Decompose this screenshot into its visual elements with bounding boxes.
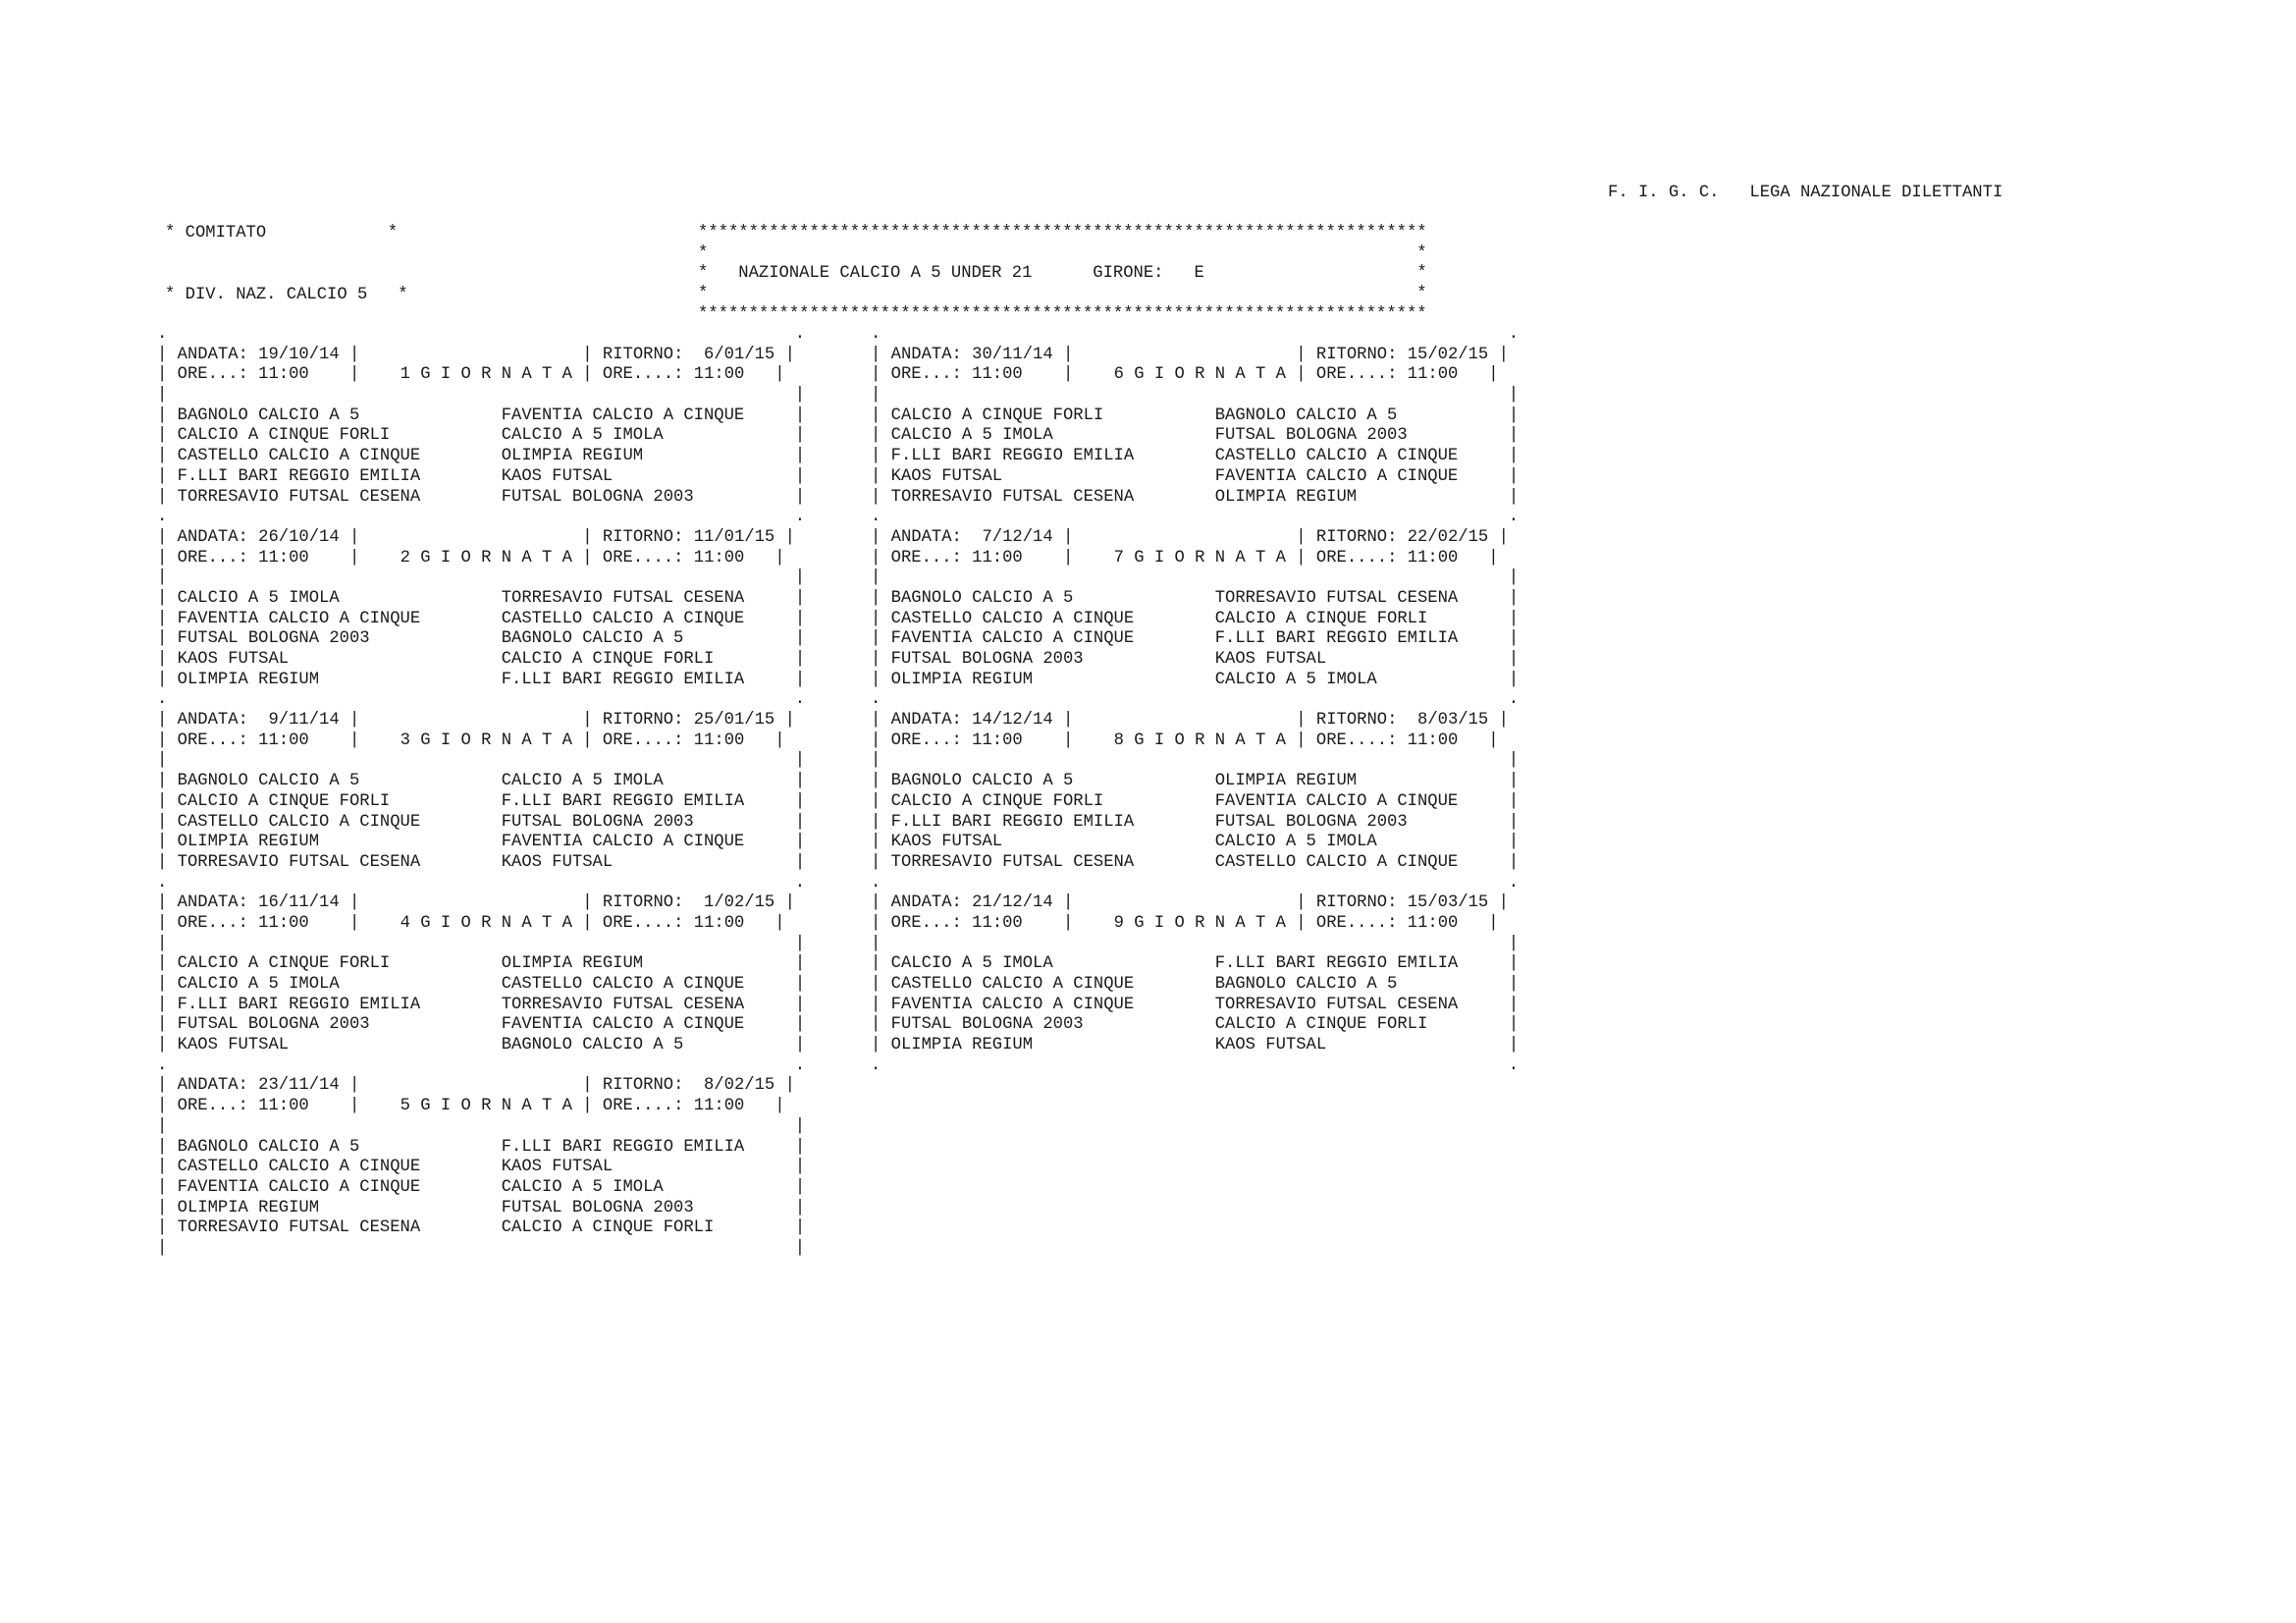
round-times-line: | ORE...: 11:00 | 4 G I O R N A T A | ORE....: 11:00 |: [157, 913, 785, 933]
home-team: TORRESAVIO FUTSAL CESENA: [177, 487, 502, 507]
andata-date: 7/12/14: [972, 527, 1053, 547]
home-team: OLIMPIA REGIUM: [890, 670, 1215, 689]
ore-andata-label: ORE...:: [177, 548, 248, 568]
home-team: BAGNOLO CALCIO A 5: [177, 406, 502, 425]
ore-andata-time: 11:00: [972, 548, 1023, 568]
match-row: | FUTSAL BOLOGNA 2003 CALCIO A CINQUE FORLI |: [871, 1015, 1520, 1035]
away-team: FUTSAL BOLOGNA 2003: [501, 812, 795, 832]
round-dates-line: | ANDATA: 21/12/14 | | RITORNO: 15/03/15 |: [871, 893, 1509, 913]
match-row: | FAVENTIA CALCIO A CINQUE F.LLI BARI REGGIO EMILIA |: [871, 629, 1520, 649]
championship-banner: [698, 224, 1427, 325]
ore-andata-time: 11:00: [258, 730, 309, 750]
andata-label: ANDATA:: [177, 711, 248, 730]
schedule-column-left: [157, 325, 805, 1260]
ritorno-label: RITORNO:: [602, 527, 684, 547]
round-spacer: | |: [871, 568, 1520, 588]
home-team: BAGNOLO CALCIO A 5: [890, 772, 1215, 791]
ritorno-date: 25/01/15: [693, 711, 775, 730]
away-team: CALCIO A 5 IMOLA: [501, 772, 795, 791]
match-row: | OLIMPIA REGIUM F.LLI BARI REGGIO EMILIA |: [157, 670, 806, 689]
round-times-line: | ORE...: 11:00 | 7 G I O R N A T A | ORE....: 11:00 |: [871, 548, 1499, 568]
ore-ritorno-label: ORE....:: [1315, 913, 1398, 933]
andata-label: ANDATA:: [177, 345, 248, 364]
round-separator: . .: [871, 690, 1520, 710]
federation-header: F. I. G. C. LEGA NAZIONALE DILETTANTI: [1608, 184, 2003, 202]
match-row: | BAGNOLO CALCIO A 5 CALCIO A 5 IMOLA |: [157, 772, 806, 791]
andata-label: ANDATA:: [890, 527, 962, 547]
round-spacer: | |: [157, 386, 806, 406]
away-team: KAOS FUTSAL: [501, 466, 795, 486]
giornata-label: G I O R N A T A: [1134, 730, 1286, 750]
home-team: CASTELLO CALCIO A CINQUE: [890, 975, 1215, 994]
giornata-number: 1: [400, 365, 410, 385]
round-times-line: | ORE...: 11:00 | 6 G I O R N A T A | ORE....: 11:00 |: [871, 365, 1499, 385]
banner-border: * *: [698, 285, 1427, 304]
match-row: | BAGNOLO CALCIO A 5 F.LLI BARI REGGIO EMILIA |: [157, 1137, 806, 1157]
match-row: | KAOS FUTSAL CALCIO A CINQUE FORLI |: [157, 650, 806, 669]
home-team: FUTSAL BOLOGNA 2003: [177, 629, 502, 649]
round-spacer: | |: [157, 568, 806, 588]
home-team: KAOS FUTSAL: [890, 833, 1215, 852]
match-row: | CALCIO A 5 IMOLA TORRESAVIO FUTSAL CESENA |: [157, 588, 806, 608]
match-row: | OLIMPIA REGIUM FUTSAL BOLOGNA 2003 |: [157, 1198, 806, 1217]
match-row: | CASTELLO CALCIO A CINQUE CALCIO A CINQUE FORLI |: [871, 609, 1520, 628]
ritorno-date: 1/02/15: [693, 893, 775, 913]
round-spacer: | |: [157, 751, 806, 771]
banner-title-line: * NAZIONALE CALCIO A 5 UNDER 21 GIRONE: E *: [698, 264, 1427, 284]
away-team: CASTELLO CALCIO A CINQUE: [1214, 852, 1509, 872]
away-team: TORRESAVIO FUTSAL CESENA: [501, 588, 795, 608]
match-row: | TORRESAVIO FUTSAL CESENA FUTSAL BOLOGNA 2003 |: [157, 487, 806, 507]
home-team: CASTELLO CALCIO A CINQUE: [177, 1158, 502, 1177]
andata-label: ANDATA:: [177, 893, 248, 913]
match-row: | BAGNOLO CALCIO A 5 OLIMPIA REGIUM |: [871, 772, 1520, 791]
home-team: TORRESAVIO FUTSAL CESENA: [890, 852, 1215, 872]
round-block-8: [871, 690, 1519, 873]
match-row: | CALCIO A 5 IMOLA FUTSAL BOLOGNA 2003 |: [871, 426, 1520, 446]
away-team: CALCIO A 5 IMOLA: [501, 426, 795, 446]
away-team: CASTELLO CALCIO A CINQUE: [501, 975, 795, 994]
ore-ritorno-time: 11:00: [693, 730, 745, 750]
match-row: | OLIMPIA REGIUM KAOS FUTSAL |: [871, 1036, 1520, 1055]
home-team: TORRESAVIO FUTSAL CESENA: [890, 487, 1215, 507]
round-block-3: [157, 690, 805, 873]
away-team: FUTSAL BOLOGNA 2003: [501, 487, 795, 507]
away-team: KAOS FUTSAL: [1214, 650, 1509, 669]
away-team: FAVENTIA CALCIO A CINQUE: [501, 1015, 795, 1035]
andata-label: ANDATA:: [890, 345, 962, 364]
round-spacer: | |: [871, 386, 1520, 406]
home-team: CALCIO A 5 IMOLA: [890, 426, 1215, 446]
giornata-number: 4: [400, 913, 410, 933]
ore-ritorno-time: 11:00: [1407, 730, 1459, 750]
committee-line-2: * DIV. NAZ. CALCIO 5 *: [165, 285, 408, 304]
giornata-number: 2: [400, 548, 410, 568]
ritorno-date: 15/03/15: [1407, 893, 1489, 913]
ore-andata-label: ORE...:: [177, 730, 248, 750]
match-row: | CALCIO A CINQUE FORLI OLIMPIA REGIUM |: [157, 954, 806, 974]
round-spacer: | |: [157, 1116, 806, 1136]
match-row: | FAVENTIA CALCIO A CINQUE CALCIO A 5 IMOLA |: [157, 1177, 806, 1197]
home-team: FUTSAL BOLOGNA 2003: [177, 1015, 502, 1035]
round-dates-line: | ANDATA: 16/11/14 | | RITORNO: 1/02/15 |: [157, 893, 795, 913]
ore-ritorno-time: 11:00: [693, 1097, 745, 1116]
round-block-9: [871, 874, 1519, 1056]
ore-ritorno-time: 11:00: [1407, 548, 1459, 568]
away-team: OLIMPIA REGIUM: [501, 954, 795, 974]
banner-border: ************************************************************************: [698, 224, 1427, 243]
away-team: OLIMPIA REGIUM: [1214, 772, 1509, 791]
away-team: BAGNOLO CALCIO A 5: [1214, 975, 1509, 994]
giornata-label: G I O R N A T A: [1134, 365, 1286, 385]
home-team: CALCIO A CINQUE FORLI: [177, 426, 502, 446]
away-team: TORRESAVIO FUTSAL CESENA: [1214, 995, 1509, 1014]
ore-andata-label: ORE...:: [177, 913, 248, 933]
away-team: CALCIO A CINQUE FORLI: [501, 650, 795, 669]
away-team: TORRESAVIO FUTSAL CESENA: [1214, 588, 1509, 608]
match-row: | TORRESAVIO FUTSAL CESENA OLIMPIA REGIUM |: [871, 487, 1520, 507]
ore-andata-time: 11:00: [258, 913, 309, 933]
ore-ritorno-label: ORE....:: [1315, 548, 1398, 568]
match-row: | OLIMPIA REGIUM CALCIO A 5 IMOLA |: [871, 670, 1520, 689]
giornata-number: 7: [1113, 548, 1124, 568]
away-team: FAVENTIA CALCIO A CINQUE: [501, 833, 795, 852]
home-team: KAOS FUTSAL: [177, 650, 502, 669]
round-separator: . .: [157, 508, 806, 527]
away-team: FUTSAL BOLOGNA 2003: [501, 1198, 795, 1217]
giornata-number: 8: [1113, 730, 1124, 750]
away-team: BAGNOLO CALCIO A 5: [501, 629, 795, 649]
committee-line-1: * COMITATO *: [165, 224, 399, 243]
round-dates-line: | ANDATA: 7/12/14 | | RITORNO: 22/02/15 |: [871, 527, 1509, 547]
ore-ritorno-time: 11:00: [1407, 365, 1459, 385]
round-times-line: | ORE...: 11:00 | 3 G I O R N A T A | ORE....: 11:00 |: [157, 730, 785, 750]
home-team: BAGNOLO CALCIO A 5: [177, 1137, 502, 1157]
away-team: F.LLI BARI REGGIO EMILIA: [1214, 954, 1509, 974]
ore-andata-time: 11:00: [972, 913, 1023, 933]
ore-andata-label: ORE...:: [890, 365, 962, 385]
home-team: CASTELLO CALCIO A CINQUE: [177, 447, 502, 466]
banner-border: ************************************************************************: [698, 304, 1427, 324]
andata-date: 9/11/14: [258, 711, 340, 730]
match-row: | KAOS FUTSAL FAVENTIA CALCIO A CINQUE |: [871, 466, 1520, 486]
home-team: CALCIO A CINQUE FORLI: [177, 954, 502, 974]
ore-ritorno-label: ORE....:: [1315, 730, 1398, 750]
girone-letter: E: [1194, 264, 1204, 284]
andata-date: 30/11/14: [972, 345, 1053, 364]
match-row: | F.LLI BARI REGGIO EMILIA KAOS FUTSAL |: [157, 466, 806, 486]
ritorno-date: 8/02/15: [693, 1076, 775, 1096]
round-dates-line: | ANDATA: 26/10/14 | | RITORNO: 11/01/15 |: [157, 527, 795, 547]
round-dates-line: | ANDATA: 9/11/14 | | RITORNO: 25/01/15 |: [157, 711, 795, 730]
home-team: CASTELLO CALCIO A CINQUE: [177, 812, 502, 832]
home-team: KAOS FUTSAL: [177, 1036, 502, 1055]
away-team: FAVENTIA CALCIO A CINQUE: [1214, 466, 1509, 486]
championship-title: NAZIONALE CALCIO A 5 UNDER 21: [738, 264, 1033, 284]
match-row: | F.LLI BARI REGGIO EMILIA CASTELLO CALCIO A CINQUE |: [871, 447, 1520, 466]
away-team: KAOS FUTSAL: [501, 1158, 795, 1177]
ore-ritorno-label: ORE....:: [1315, 365, 1398, 385]
away-team: F.LLI BARI REGGIO EMILIA: [501, 791, 795, 811]
ore-ritorno-time: 11:00: [693, 365, 745, 385]
giornata-label: G I O R N A T A: [420, 730, 572, 750]
ore-ritorno-label: ORE....:: [602, 1097, 684, 1116]
ore-andata-time: 11:00: [972, 365, 1023, 385]
round-separator: . .: [157, 690, 806, 710]
ore-andata-label: ORE...:: [890, 730, 962, 750]
away-team: CALCIO A CINQUE FORLI: [1214, 609, 1509, 628]
ritorno-label: RITORNO:: [1315, 893, 1398, 913]
home-team: BAGNOLO CALCIO A 5: [177, 772, 502, 791]
round-separator: . .: [157, 1055, 806, 1075]
ritorno-date: 15/02/15: [1407, 345, 1489, 364]
home-team: FUTSAL BOLOGNA 2003: [890, 1015, 1215, 1035]
round-separator: . .: [871, 325, 1520, 344]
ritorno-label: RITORNO:: [602, 345, 684, 364]
giornata-label: G I O R N A T A: [1134, 548, 1286, 568]
schedule-end-right: . .: [871, 1055, 1520, 1075]
home-team: FUTSAL BOLOGNA 2003: [890, 650, 1215, 669]
away-team: CASTELLO CALCIO A CINQUE: [1214, 447, 1509, 466]
schedule-column-right: [871, 325, 1519, 1076]
match-row: | FUTSAL BOLOGNA 2003 KAOS FUTSAL |: [871, 650, 1520, 669]
match-row: | TORRESAVIO FUTSAL CESENA CASTELLO CALCIO A CINQUE |: [871, 852, 1520, 872]
round-dates-line: | ANDATA: 23/11/14 | | RITORNO: 8/02/15 |: [157, 1076, 795, 1096]
home-team: CALCIO A 5 IMOLA: [890, 954, 1215, 974]
match-row: | BAGNOLO CALCIO A 5 TORRESAVIO FUTSAL CESENA |: [871, 588, 1520, 608]
giornata-number: 3: [400, 730, 410, 750]
away-team: CALCIO A CINQUE FORLI: [501, 1218, 795, 1238]
away-team: OLIMPIA REGIUM: [501, 447, 795, 466]
ritorno-label: RITORNO:: [1315, 527, 1398, 547]
andata-date: 19/10/14: [258, 345, 340, 364]
ore-ritorno-label: ORE....:: [602, 365, 684, 385]
match-row: | TORRESAVIO FUTSAL CESENA KAOS FUTSAL |: [157, 852, 806, 872]
ritorno-date: 8/03/15: [1407, 711, 1489, 730]
ritorno-label: RITORNO:: [602, 893, 684, 913]
home-team: OLIMPIA REGIUM: [890, 1036, 1215, 1055]
giornata-label: G I O R N A T A: [420, 548, 572, 568]
ritorno-date: 22/02/15: [1407, 527, 1489, 547]
ore-andata-time: 11:00: [972, 730, 1023, 750]
ritorno-date: 6/01/15: [693, 345, 775, 364]
ore-andata-time: 11:00: [258, 548, 309, 568]
home-team: F.LLI BARI REGGIO EMILIA: [890, 812, 1215, 832]
ore-ritorno-time: 11:00: [693, 913, 745, 933]
match-row: | FAVENTIA CALCIO A CINQUE TORRESAVIO FUTSAL CESENA |: [871, 995, 1520, 1014]
match-row: | OLIMPIA REGIUM FAVENTIA CALCIO A CINQUE |: [157, 833, 806, 852]
round-dates-line: | ANDATA: 30/11/14 | | RITORNO: 15/02/15 |: [871, 345, 1509, 364]
round-block-5: [157, 1056, 805, 1239]
giornata-label: G I O R N A T A: [1134, 913, 1286, 933]
home-team: CASTELLO CALCIO A CINQUE: [890, 609, 1215, 628]
match-row: | BAGNOLO CALCIO A 5 FAVENTIA CALCIO A CINQUE |: [157, 406, 806, 425]
round-separator: . .: [157, 325, 806, 344]
andata-date: 16/11/14: [258, 893, 340, 913]
away-team: CALCIO A 5 IMOLA: [1214, 670, 1509, 689]
match-row: | CASTELLO CALCIO A CINQUE KAOS FUTSAL |: [157, 1158, 806, 1177]
round-dates-line: | ANDATA: 14/12/14 | | RITORNO: 8/03/15 |: [871, 711, 1509, 730]
away-team: FUTSAL BOLOGNA 2003: [1214, 812, 1509, 832]
giornata-label: G I O R N A T A: [420, 365, 572, 385]
banner-border: * *: [698, 243, 1427, 263]
home-team: F.LLI BARI REGGIO EMILIA: [890, 447, 1215, 466]
match-row: | FAVENTIA CALCIO A CINQUE CASTELLO CALCIO A CINQUE |: [157, 609, 806, 628]
ore-ritorno-label: ORE....:: [602, 913, 684, 933]
andata-date: 14/12/14: [972, 711, 1053, 730]
away-team: CALCIO A 5 IMOLA: [1214, 833, 1509, 852]
home-team: CALCIO A CINQUE FORLI: [890, 791, 1215, 811]
home-team: F.LLI BARI REGGIO EMILIA: [177, 466, 502, 486]
away-team: CALCIO A CINQUE FORLI: [1214, 1015, 1509, 1035]
round-times-line: | ORE...: 11:00 | 9 G I O R N A T A | ORE....: 11:00 |: [871, 913, 1499, 933]
giornata-label: G I O R N A T A: [420, 913, 572, 933]
away-team: CASTELLO CALCIO A CINQUE: [501, 609, 795, 628]
home-team: CALCIO A 5 IMOLA: [177, 975, 502, 994]
ore-andata-label: ORE...:: [177, 365, 248, 385]
round-separator: . .: [157, 873, 806, 893]
home-team: FAVENTIA CALCIO A CINQUE: [890, 995, 1215, 1014]
home-team: KAOS FUTSAL: [890, 466, 1215, 486]
home-team: FAVENTIA CALCIO A CINQUE: [177, 1177, 502, 1197]
home-team: CALCIO A CINQUE FORLI: [890, 406, 1215, 425]
away-team: BAGNOLO CALCIO A 5: [501, 1036, 795, 1055]
round-block-6: [871, 325, 1519, 508]
round-block-7: [871, 508, 1519, 690]
round-block-4: [157, 874, 805, 1056]
round-spacer: | |: [157, 934, 806, 953]
ore-andata-time: 11:00: [258, 365, 309, 385]
home-team: BAGNOLO CALCIO A 5: [890, 588, 1215, 608]
home-team: TORRESAVIO FUTSAL CESENA: [177, 852, 502, 872]
round-block-1: [157, 325, 805, 508]
round-dates-line: | ANDATA: 19/10/14 | | RITORNO: 6/01/15 |: [157, 345, 795, 364]
away-team: CALCIO A 5 IMOLA: [501, 1177, 795, 1197]
home-team: FAVENTIA CALCIO A CINQUE: [177, 609, 502, 628]
home-team: TORRESAVIO FUTSAL CESENA: [177, 1218, 502, 1238]
giornata-number: 6: [1113, 365, 1124, 385]
match-row: | CALCIO A CINQUE FORLI FAVENTIA CALCIO A CINQUE |: [871, 791, 1520, 811]
giornata-number: 5: [400, 1097, 410, 1116]
giornata-label: G I O R N A T A: [420, 1097, 572, 1116]
ritorno-label: RITORNO:: [1315, 711, 1398, 730]
andata-date: 21/12/14: [972, 893, 1053, 913]
away-team: F.LLI BARI REGGIO EMILIA: [1214, 629, 1509, 649]
andata-date: 23/11/14: [258, 1076, 340, 1096]
ore-andata-label: ORE...:: [177, 1097, 248, 1116]
round-block-2: [157, 508, 805, 690]
home-team: FAVENTIA CALCIO A CINQUE: [890, 629, 1215, 649]
giornata-number: 9: [1113, 913, 1124, 933]
round-separator: . .: [871, 508, 1520, 527]
home-team: OLIMPIA REGIUM: [177, 670, 502, 689]
away-team: BAGNOLO CALCIO A 5: [1214, 406, 1509, 425]
match-row: | F.LLI BARI REGGIO EMILIA TORRESAVIO FUTSAL CESENA |: [157, 995, 806, 1014]
away-team: F.LLI BARI REGGIO EMILIA: [501, 1137, 795, 1157]
away-team: TORRESAVIO FUTSAL CESENA: [501, 995, 795, 1014]
ore-andata-label: ORE...:: [890, 913, 962, 933]
home-team: CALCIO A CINQUE FORLI: [177, 791, 502, 811]
match-row: | CASTELLO CALCIO A CINQUE FUTSAL BOLOGNA 2003 |: [157, 812, 806, 832]
round-spacer: | |: [871, 751, 1520, 771]
home-team: OLIMPIA REGIUM: [177, 833, 502, 852]
match-row: | KAOS FUTSAL CALCIO A 5 IMOLA |: [871, 833, 1520, 852]
round-separator: . .: [871, 873, 1520, 893]
match-row: | CASTELLO CALCIO A CINQUE OLIMPIA REGIUM |: [157, 447, 806, 466]
ritorno-label: RITORNO:: [602, 711, 684, 730]
away-team: OLIMPIA REGIUM: [1214, 487, 1509, 507]
round-times-line: | ORE...: 11:00 | 8 G I O R N A T A | ORE....: 11:00 |: [871, 730, 1499, 750]
ore-andata-label: ORE...:: [890, 548, 962, 568]
andata-label: ANDATA:: [177, 527, 248, 547]
round-times-line: | ORE...: 11:00 | 1 G I O R N A T A | ORE....: 11:00 |: [157, 365, 785, 385]
match-row: | FUTSAL BOLOGNA 2003 FAVENTIA CALCIO A CINQUE |: [157, 1015, 806, 1035]
round-times-line: | ORE...: 11:00 | 5 G I O R N A T A | ORE....: 11:00 |: [157, 1097, 785, 1116]
match-row: | FUTSAL BOLOGNA 2003 BAGNOLO CALCIO A 5 |: [157, 629, 806, 649]
ore-ritorno-label: ORE....:: [602, 548, 684, 568]
ore-ritorno-time: 11:00: [693, 548, 745, 568]
ore-ritorno-label: ORE....:: [602, 730, 684, 750]
andata-date: 26/10/14: [258, 527, 340, 547]
committee-header: [165, 184, 408, 326]
away-team: FUTSAL BOLOGNA 2003: [1214, 426, 1509, 446]
girone-label: GIRONE:: [1093, 264, 1164, 284]
away-team: FAVENTIA CALCIO A CINQUE: [501, 406, 795, 425]
andata-label: ANDATA:: [177, 1076, 248, 1096]
match-row: | CALCIO A 5 IMOLA F.LLI BARI REGGIO EMILIA |: [871, 954, 1520, 974]
match-row: | F.LLI BARI REGGIO EMILIA FUTSAL BOLOGNA 2003 |: [871, 812, 1520, 832]
ritorno-label: RITORNO:: [602, 1076, 684, 1096]
round-spacer: | |: [871, 934, 1520, 953]
match-row: | TORRESAVIO FUTSAL CESENA CALCIO A CINQUE FORLI |: [157, 1218, 806, 1238]
ore-andata-time: 11:00: [258, 1097, 309, 1116]
andata-label: ANDATA:: [890, 711, 962, 730]
home-team: CALCIO A 5 IMOLA: [177, 588, 502, 608]
match-row: | CALCIO A CINQUE FORLI BAGNOLO CALCIO A 5 |: [871, 406, 1520, 425]
schedule-end-left: | |: [157, 1238, 806, 1258]
match-row: | KAOS FUTSAL BAGNOLO CALCIO A 5 |: [157, 1036, 806, 1055]
ore-ritorno-time: 11:00: [1407, 913, 1459, 933]
home-team: F.LLI BARI REGGIO EMILIA: [177, 995, 502, 1014]
andata-label: ANDATA:: [890, 893, 962, 913]
match-row: | CASTELLO CALCIO A CINQUE BAGNOLO CALCIO A 5 |: [871, 975, 1520, 994]
match-row: | CALCIO A 5 IMOLA CASTELLO CALCIO A CINQUE |: [157, 975, 806, 994]
away-team: KAOS FUTSAL: [1214, 1036, 1509, 1055]
away-team: KAOS FUTSAL: [501, 852, 795, 872]
home-team: OLIMPIA REGIUM: [177, 1198, 502, 1217]
round-times-line: | ORE...: 11:00 | 2 G I O R N A T A | ORE....: 11:00 |: [157, 548, 785, 568]
away-team: FAVENTIA CALCIO A CINQUE: [1214, 791, 1509, 811]
ritorno-label: RITORNO:: [1315, 345, 1398, 364]
match-row: | CALCIO A CINQUE FORLI F.LLI BARI REGGIO EMILIA |: [157, 791, 806, 811]
match-row: | CALCIO A CINQUE FORLI CALCIO A 5 IMOLA |: [157, 426, 806, 446]
away-team: F.LLI BARI REGGIO EMILIA: [501, 670, 795, 689]
ritorno-date: 11/01/15: [693, 527, 775, 547]
